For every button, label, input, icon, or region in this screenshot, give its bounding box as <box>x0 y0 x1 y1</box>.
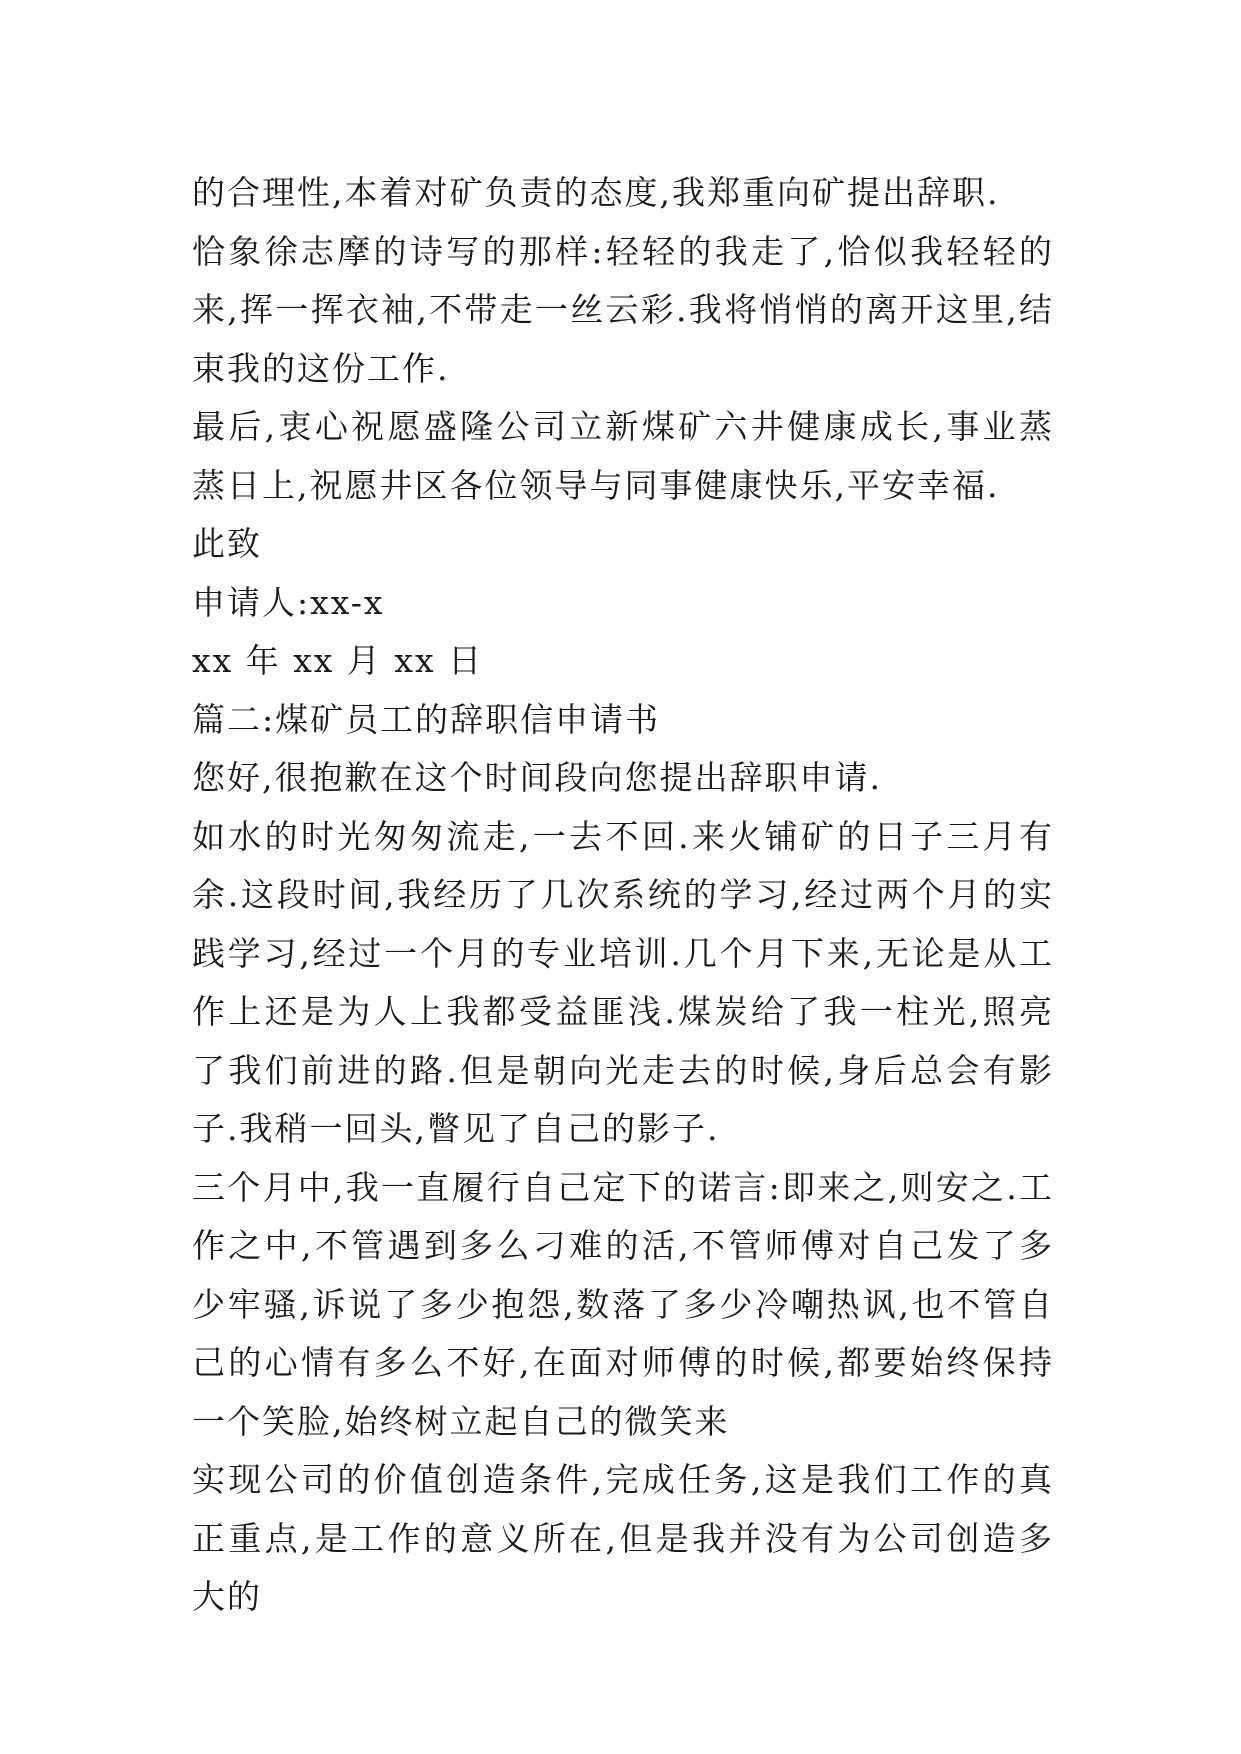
paragraph-closing-reason: 的合理性,本着对矿负责的态度,我郑重向矿提出辞职. <box>192 173 1000 212</box>
salutation-closing: 此致 <box>192 524 262 563</box>
document-body <box>192 164 1054 1627</box>
paragraph-three-months: 三个月中,我一直履行自己定下的诺言:即来之,则安之.工作之中,不管遇到多么刁难的活,不管师傅对自己发了多少牢骚,诉说了多少抱怨,数落了多少冷嘲热讽,也不管自己的心情有多么不好,在面对师傅的时候,都要始终保持一个笑脸,始终树立起自己的微笑来 <box>192 1167 1054 1441</box>
paragraph-greeting: 您好,很抱歉在这个时间段向您提出辞职申请. <box>192 758 882 797</box>
applicant-line: 申请人:xx-x <box>192 582 385 622</box>
paragraph-company-value: 实现公司的价值创造条件,完成任务,这是我们工作的真正重点,是工作的意义所在,但是我并没有为公司创造多大的 <box>192 1460 1054 1616</box>
section-heading: 篇二:煤矿员工的辞职信申请书 <box>192 699 661 739</box>
paragraph-poem-quote: 恰象徐志摩的诗写的那样:轻轻的我走了,恰似我轻轻的来,挥一挥衣袖,不带走一丝云彩.我将悄悄的离开这里,结束我的这份工作. <box>192 231 1054 388</box>
date-line: xx 年 xx 月 xx 日 <box>192 641 484 680</box>
paragraph-best-wishes: 最后,衷心祝愿盛隆公司立新煤矿六井健康成长,事业蒸蒸日上,祝愿井区各位领导与同事健康快乐,平安幸福. <box>192 407 1054 505</box>
paragraph-time-passing: 如水的时光匆匆流走,一去不回.来火铺矿的日子三月有余.这段时间,我经历了几次系统的学习,经过两个月的实践学习,经过一个月的专业培训.几个月下来,无论是从工作上还是为人上我都受益匪浅.煤炭给了我一柱光,照亮了我们前进的路.但是朝向光走去的时候,身后总会有影子.我稍一回头,瞥见了自己的影子. <box>192 816 1054 1148</box>
